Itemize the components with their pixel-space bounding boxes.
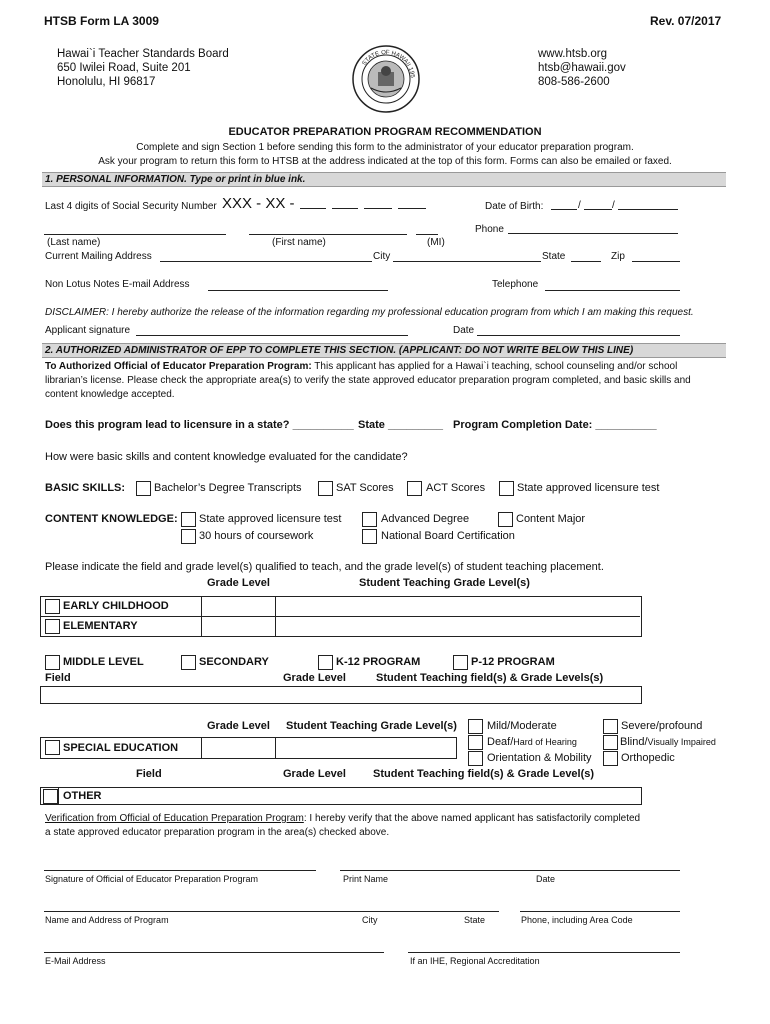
k12-label: K-12 PROGRAM [336, 656, 421, 668]
ssn-digit-2[interactable] [332, 208, 358, 209]
accreditation-label: If an IHE, Regional Accreditation [410, 956, 540, 966]
program-address-field[interactable] [44, 911, 499, 912]
licensure-state: State _________ [358, 419, 444, 431]
secondary-label: SECONDARY [199, 656, 269, 668]
to-official-text-2: librarian’s license. Please check the appropriate area(s) to verify the state approved educator preparation program completed, and basic skills and [45, 375, 691, 386]
telephone-field[interactable] [545, 290, 680, 291]
mailing-address-field[interactable] [160, 261, 372, 262]
dob-year-field[interactable] [618, 209, 678, 210]
to-official-text: This applicant has applied for a Hawai`i teaching, school counseling and/or school [311, 361, 678, 372]
signature-label: Applicant signature [45, 325, 131, 336]
mi-label: (MI) [427, 237, 445, 248]
ssn-digit-4[interactable] [398, 208, 426, 209]
st-grade-levels-header-2: Student Teaching Grade Level(s) [286, 720, 457, 732]
program-address-label: Name and Address of Program [45, 915, 169, 925]
zip-label: Zip [611, 251, 625, 262]
intro-line-1: Complete and sign Section 1 before sending this form to the administrator of your educator preparation program. [136, 142, 634, 153]
city-label: City [373, 251, 391, 262]
print-name-label: Print Name [343, 874, 389, 884]
act-checkbox[interactable] [407, 481, 422, 496]
official-signature-label: Signature of Official of Educator Preparation Program [45, 874, 258, 884]
print-name-date-field[interactable] [340, 870, 680, 871]
program-phone-field[interactable] [520, 911, 680, 912]
applicant-signature-field[interactable] [136, 335, 408, 336]
ssn-digit-3[interactable] [364, 208, 392, 209]
other-row-divider [58, 787, 59, 804]
content-knowledge-label: CONTENT KNOWLEDGE: [45, 513, 178, 525]
city-field[interactable] [393, 261, 541, 262]
licensure-test-checkbox[interactable] [499, 481, 514, 496]
licensure-question: Does this program lead to licensure in a state? __________ [45, 419, 354, 431]
program-city-label: City [362, 915, 378, 925]
ssn-mask: XXX - XX - [222, 195, 295, 212]
grade-col-divider [201, 596, 202, 636]
deaf-checkbox[interactable] [468, 735, 483, 750]
content-major-checkbox[interactable] [498, 512, 513, 527]
content-licensure-test-label: State approved licensure test [199, 513, 342, 525]
to-official-text-3: content knowledge accepted. [45, 389, 175, 400]
program-state-label: State [464, 915, 486, 925]
svg-text:STATE OF HAWAII 1959: STATE OF HAWAII 195 [361, 49, 416, 79]
grade-level-header-3: Grade Level [207, 720, 270, 732]
mild-moderate-label: Mild/Moderate [487, 720, 557, 732]
program-email-label: E-Mail Address [45, 956, 106, 966]
coursework-label: 30 hours of coursework [199, 530, 314, 542]
date-field[interactable] [477, 335, 680, 336]
to-official-label: To Authorized Official of Educator Preparation Program: [45, 361, 312, 372]
email-field[interactable] [208, 290, 388, 291]
basic-skills-label: BASIC SKILLS: [45, 482, 126, 494]
grade-level-header-4: Grade Level [283, 768, 346, 780]
page-title: EDUCATOR PREPARATION PROGRAM RECOMMENDATION [228, 126, 542, 138]
advanced-degree-checkbox[interactable] [362, 512, 377, 527]
ssn-label: Last 4 digits of Social Security Number [45, 201, 217, 212]
dob-sep-1: / [578, 200, 581, 211]
disclaimer: DISCLAIMER: I hereby authorize the release of the information regarding my professional education program from which I am making this request. [45, 307, 694, 318]
early-childhood-label: EARLY CHILDHOOD [63, 600, 169, 612]
org-name: Hawai`i Teacher Standards Board [57, 48, 229, 60]
state-field[interactable] [571, 261, 601, 262]
section1-heading: 1. PERSONAL INFORMATION. Type or print in blue ink. [42, 172, 726, 187]
orthopedic-checkbox[interactable] [603, 751, 618, 766]
zip-field[interactable] [632, 261, 680, 262]
completion-date: Program Completion Date: __________ [453, 419, 657, 431]
st-col-divider [275, 596, 276, 636]
st-field-grade-header-2: Student Teaching field(s) & Grade Level(s) [373, 768, 595, 780]
email-label: Non Lotus Notes E-mail Address [45, 279, 190, 290]
field-header: Field [45, 672, 71, 684]
field-prompt: Please indicate the field and grade level(s) qualified to teach, and the grade level(s) of student teaching placement. [45, 561, 604, 573]
middle-level-checkbox[interactable] [45, 655, 60, 670]
dob-day-field[interactable] [584, 209, 612, 210]
verification-text: : I hereby verify that the above named applicant has satisfactorily completed [303, 813, 641, 824]
orientation-label: Orientation & Mobility [487, 752, 592, 764]
mild-moderate-checkbox[interactable] [468, 719, 483, 734]
phone-field[interactable] [508, 233, 678, 234]
st-field-grade-header: Student Teaching field(s) & Grade Levels(s) [376, 672, 604, 684]
phone-label: Phone [475, 224, 504, 235]
national-board-checkbox[interactable] [362, 529, 377, 544]
official-signature-field[interactable] [44, 870, 316, 871]
elementary-label: ELEMENTARY [63, 620, 138, 632]
p12-label: P-12 PROGRAM [471, 656, 555, 668]
special-ed-col-2 [275, 737, 276, 758]
program-email-field[interactable] [44, 952, 384, 953]
accreditation-field[interactable] [408, 952, 680, 953]
grade-level-header-2: Grade Level [283, 672, 346, 684]
phone: 808-586-2600 [538, 76, 610, 88]
secondary-checkbox[interactable] [181, 655, 196, 670]
sat-checkbox[interactable] [318, 481, 333, 496]
middle-level-label: MIDDLE LEVEL [63, 656, 144, 668]
blind-checkbox[interactable] [603, 735, 618, 750]
first-name-field[interactable] [249, 234, 407, 235]
last-name-label: (Last name) [47, 237, 101, 248]
special-education-checkbox[interactable] [45, 740, 60, 755]
mi-field[interactable] [416, 234, 438, 235]
coursework-checkbox[interactable] [181, 529, 196, 544]
early-elem-divider [40, 616, 640, 617]
last-name-field[interactable] [44, 234, 226, 235]
special-ed-col-1 [201, 737, 202, 758]
other-checkbox[interactable] [43, 789, 58, 804]
other-label: OTHER [63, 790, 102, 802]
advanced-degree-label: Advanced Degree [381, 513, 470, 525]
deaf-label: Deaf/Hard of Hearing [487, 736, 577, 748]
section2-heading: 2. AUTHORIZED ADMINISTRATOR OF EPP TO COMPLETE THIS SECTION. (APPLICANT: DO NOT WRITE BELOW THIS LINE) [42, 343, 726, 358]
website: www.htsb.org [538, 48, 608, 60]
severe-label: Severe/profound [621, 720, 703, 732]
verification-text-2: a state approved educator preparation program in the area(s) checked above. [45, 827, 390, 838]
content-licensure-test-checkbox[interactable] [181, 512, 196, 527]
program-phone-label: Phone, including Area Code [521, 915, 633, 925]
dob-month-field[interactable] [551, 209, 577, 210]
p12-checkbox[interactable] [453, 655, 468, 670]
ssn-digit-1[interactable] [300, 208, 326, 209]
form-id: HTSB Form LA 3009 [44, 14, 159, 28]
verification-label: Verification from Official of Education Preparation Program [45, 813, 304, 824]
bachelors-label: Bachelor’s Degree Transcripts [154, 482, 302, 494]
state-seal-icon [351, 44, 421, 119]
grade-level-header: Grade Level [207, 577, 270, 589]
severe-checkbox[interactable] [603, 719, 618, 734]
act-label: ACT Scores [426, 482, 486, 494]
orthopedic-label: Orthopedic [621, 752, 675, 764]
first-name-label: (First name) [272, 237, 326, 248]
blind-label: Blind/Visually Impaired [620, 736, 716, 748]
org-address-line1: 650 Iwilei Road, Suite 201 [57, 62, 191, 74]
mailing-address-label: Current Mailing Address [45, 251, 152, 262]
field-header-2: Field [136, 768, 162, 780]
evaluation-question: How were basic skills and content knowledge evaluated for the candidate? [45, 451, 408, 463]
content-major-label: Content Major [516, 513, 586, 525]
revision: Rev. 07/2017 [650, 14, 722, 28]
st-grade-levels-header: Student Teaching Grade Level(s) [359, 577, 530, 589]
intro-line-2: Ask your program to return this form to HTSB at the address indicated at the top of this form. Forms can also be emailed or faxed. [98, 156, 672, 167]
k12-checkbox[interactable] [318, 655, 333, 670]
bachelors-checkbox[interactable] [136, 481, 151, 496]
date-label: Date [453, 325, 475, 336]
email: htsb@hawaii.gov [538, 62, 626, 74]
state-label: State [542, 251, 566, 262]
special-education-label: SPECIAL EDUCATION [63, 742, 179, 754]
dob-sep-2: / [612, 200, 615, 211]
sat-label: SAT Scores [336, 482, 394, 494]
org-address-line2: Honolulu, HI 96817 [57, 76, 156, 88]
early-childhood-checkbox[interactable] [45, 599, 60, 614]
middle-secondary-row[interactable] [40, 686, 642, 704]
telephone-label: Telephone [492, 279, 539, 290]
official-date-label: Date [536, 874, 556, 884]
orientation-checkbox[interactable] [468, 751, 483, 766]
licensure-test-label: State approved licensure test [517, 482, 660, 494]
dob-label: Date of Birth: [485, 201, 544, 212]
elementary-checkbox[interactable] [45, 619, 60, 634]
national-board-label: National Board Certification [381, 530, 515, 542]
other-row[interactable] [40, 787, 642, 805]
